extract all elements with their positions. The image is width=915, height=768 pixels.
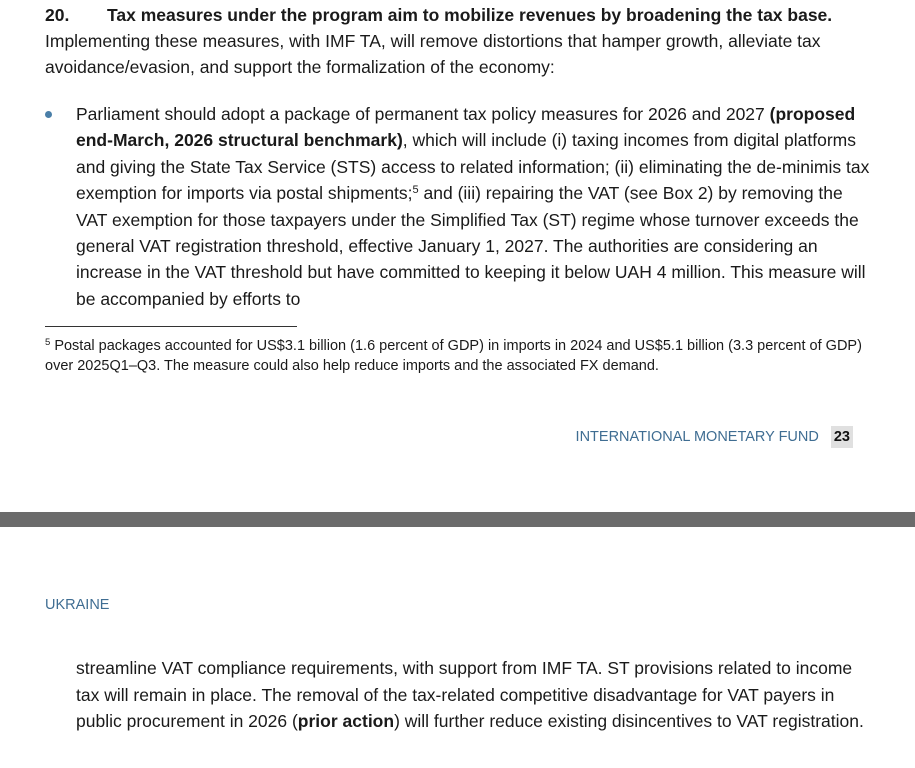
page-number: 23	[831, 426, 853, 448]
bullet-text-part3: and (iii) repairing the VAT (see Box 2) by removing the VAT exemption for those taxpayers under the Simplified Tax (ST) regime whose turnover exceeds the general VAT registration threshold, effective January 1, 2027. The authorities are considering an increase in the VAT threshold but have committed to keeping it below UAH 4 million. This measure will be accompanied by efforts to	[76, 183, 866, 309]
paragraph-bold-lead: Tax measures under the program aim to mobilize revenues by broadening the tax base.	[107, 5, 833, 25]
footer-label: INTERNATIONAL MONETARY FUND	[575, 429, 819, 445]
prior-action-label: prior action	[297, 711, 395, 731]
footnote	[45, 337, 875, 376]
bullet-item	[76, 101, 876, 312]
paragraph-number: 20.	[45, 5, 70, 25]
footnote-reference[interactable]: 5	[412, 184, 419, 197]
footnote-divider	[45, 326, 297, 327]
footnote-marker: 5	[45, 337, 51, 348]
document-page-24	[0, 527, 915, 768]
structural-benchmark-label: (proposed end-March, 2026 structural benchmark)	[76, 104, 856, 151]
bullet-continuation	[76, 655, 876, 735]
page-header: UKRAINE	[45, 597, 110, 613]
bullet-text-part1: Parliament should adopt a package of permanent tax policy measures for 2026 and 2027	[76, 104, 770, 124]
bullet-text-part2: , which will include (i) taxing incomes from digital platforms and giving the State Tax Service (STS) access to related information; (ii) eliminating the de-minimis tax exemption for imports via postal shipments;	[76, 130, 870, 204]
continuation-part2: ) will further reduce existing disincentives to VAT registration.	[394, 711, 864, 731]
footnote-text: Postal packages accounted for US$3.1 billion (1.6 percent of GDP) in imports in 2024 and US$5.1 billion (3.3 percent of GDP) over 2025Q1–Q3. The measure could also help reduce imports and the associated FX demand.	[45, 338, 862, 374]
paragraph-text: Implementing these measures, with IMF TA, will remove distortions that hamper growth, alleviate tax avoidance/evasion, and support the formalization of the economy:	[45, 31, 821, 77]
bullet-icon	[45, 111, 52, 118]
paragraph-20	[45, 2, 875, 80]
page-separator	[0, 512, 915, 527]
continuation-part1: streamline VAT compliance requirements, with support from IMF TA. ST provisions related to income tax will remain in place. The removal of the tax-related competitive disadvantage for VAT payers in public procurement in 2026 (	[76, 658, 853, 731]
page-footer	[576, 426, 853, 448]
